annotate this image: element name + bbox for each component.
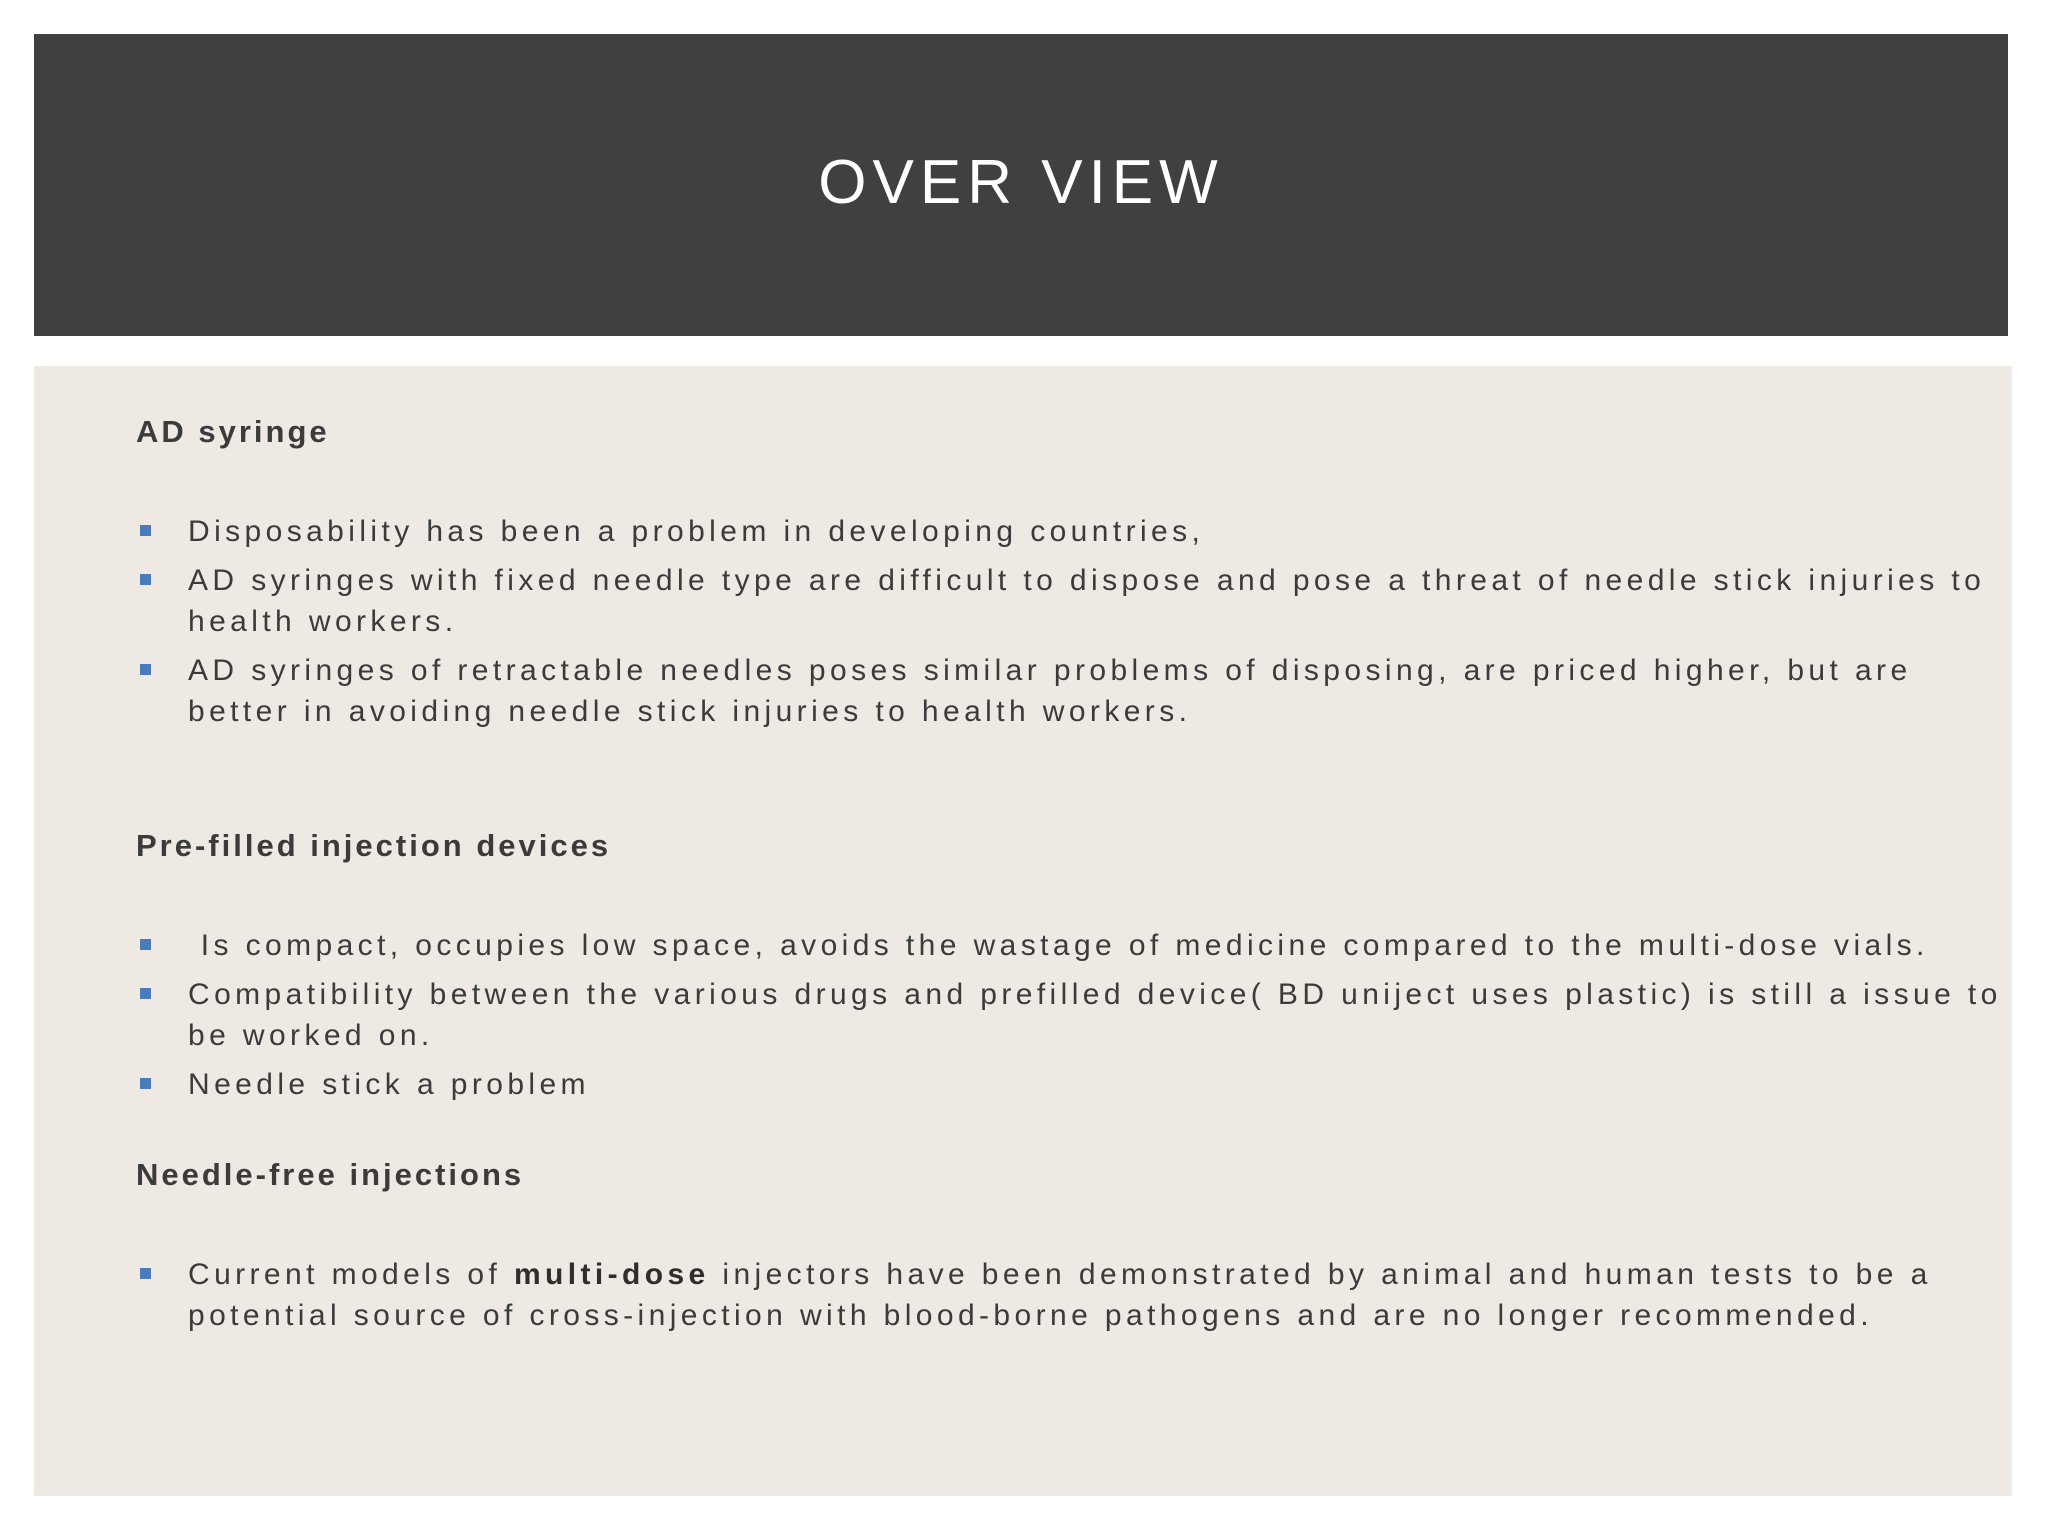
square-bullet-icon (140, 664, 151, 675)
square-bullet-icon (140, 574, 151, 585)
list-item (136, 1064, 2016, 1105)
bullet-list-ad-syringe (136, 511, 2016, 732)
list-item-text: Needle stick a problem (188, 1068, 590, 1101)
list-item (136, 650, 2016, 732)
content-panel (34, 366, 2012, 1496)
content-body (136, 412, 2016, 1344)
list-item-text: AD syringes of retractable needles poses similar problems of disposing, are priced higher, but are better in avoiding needle stick injuries to health workers. (188, 654, 1912, 728)
list-item (136, 925, 2016, 966)
section-heading-ad-syringe: AD syringe (136, 414, 330, 449)
square-bullet-icon (140, 1268, 151, 1279)
list-item-text: Is compact, occupies low space, avoids the wastage of medicine compared to the multi-dose vials. (188, 929, 1929, 962)
list-item (136, 1254, 2016, 1336)
bullet-list-pre-filled (136, 925, 2016, 1105)
section-heading-needle-free: Needle-free injections (136, 1157, 525, 1192)
slide-title: OVER VIEW (818, 147, 1224, 217)
list-item-text: Disposability has been a problem in developing countries, (188, 515, 1205, 548)
list-item-text: AD syringes with fixed needle type are difficult to dispose and pose a threat of needle stick injuries to health workers. (188, 564, 1986, 638)
list-item (136, 974, 2016, 1056)
list-item-text: Compatibility between the various drugs and prefilled device( BD uniject uses plastic) is still a issue to be worked on. (188, 978, 2002, 1052)
square-bullet-icon (140, 1078, 151, 1089)
square-bullet-icon (140, 525, 151, 536)
list-item (136, 511, 2016, 552)
square-bullet-icon (140, 939, 151, 950)
list-item (136, 560, 2016, 642)
list-item-text-before: Current models of (188, 1258, 514, 1291)
section-heading-pre-filled: Pre-filled injection devices (136, 828, 612, 863)
bullet-list-needle-free (136, 1254, 2016, 1336)
title-banner (34, 34, 2008, 336)
emphasis-text: multi-dose (513, 1258, 710, 1291)
list-item-text-after: injectors have been demonstrated by animal and human tests to be a potential source of cross-injection with blood-borne pathogens and are no longer recommended. (188, 1258, 1945, 1332)
square-bullet-icon (140, 988, 151, 999)
